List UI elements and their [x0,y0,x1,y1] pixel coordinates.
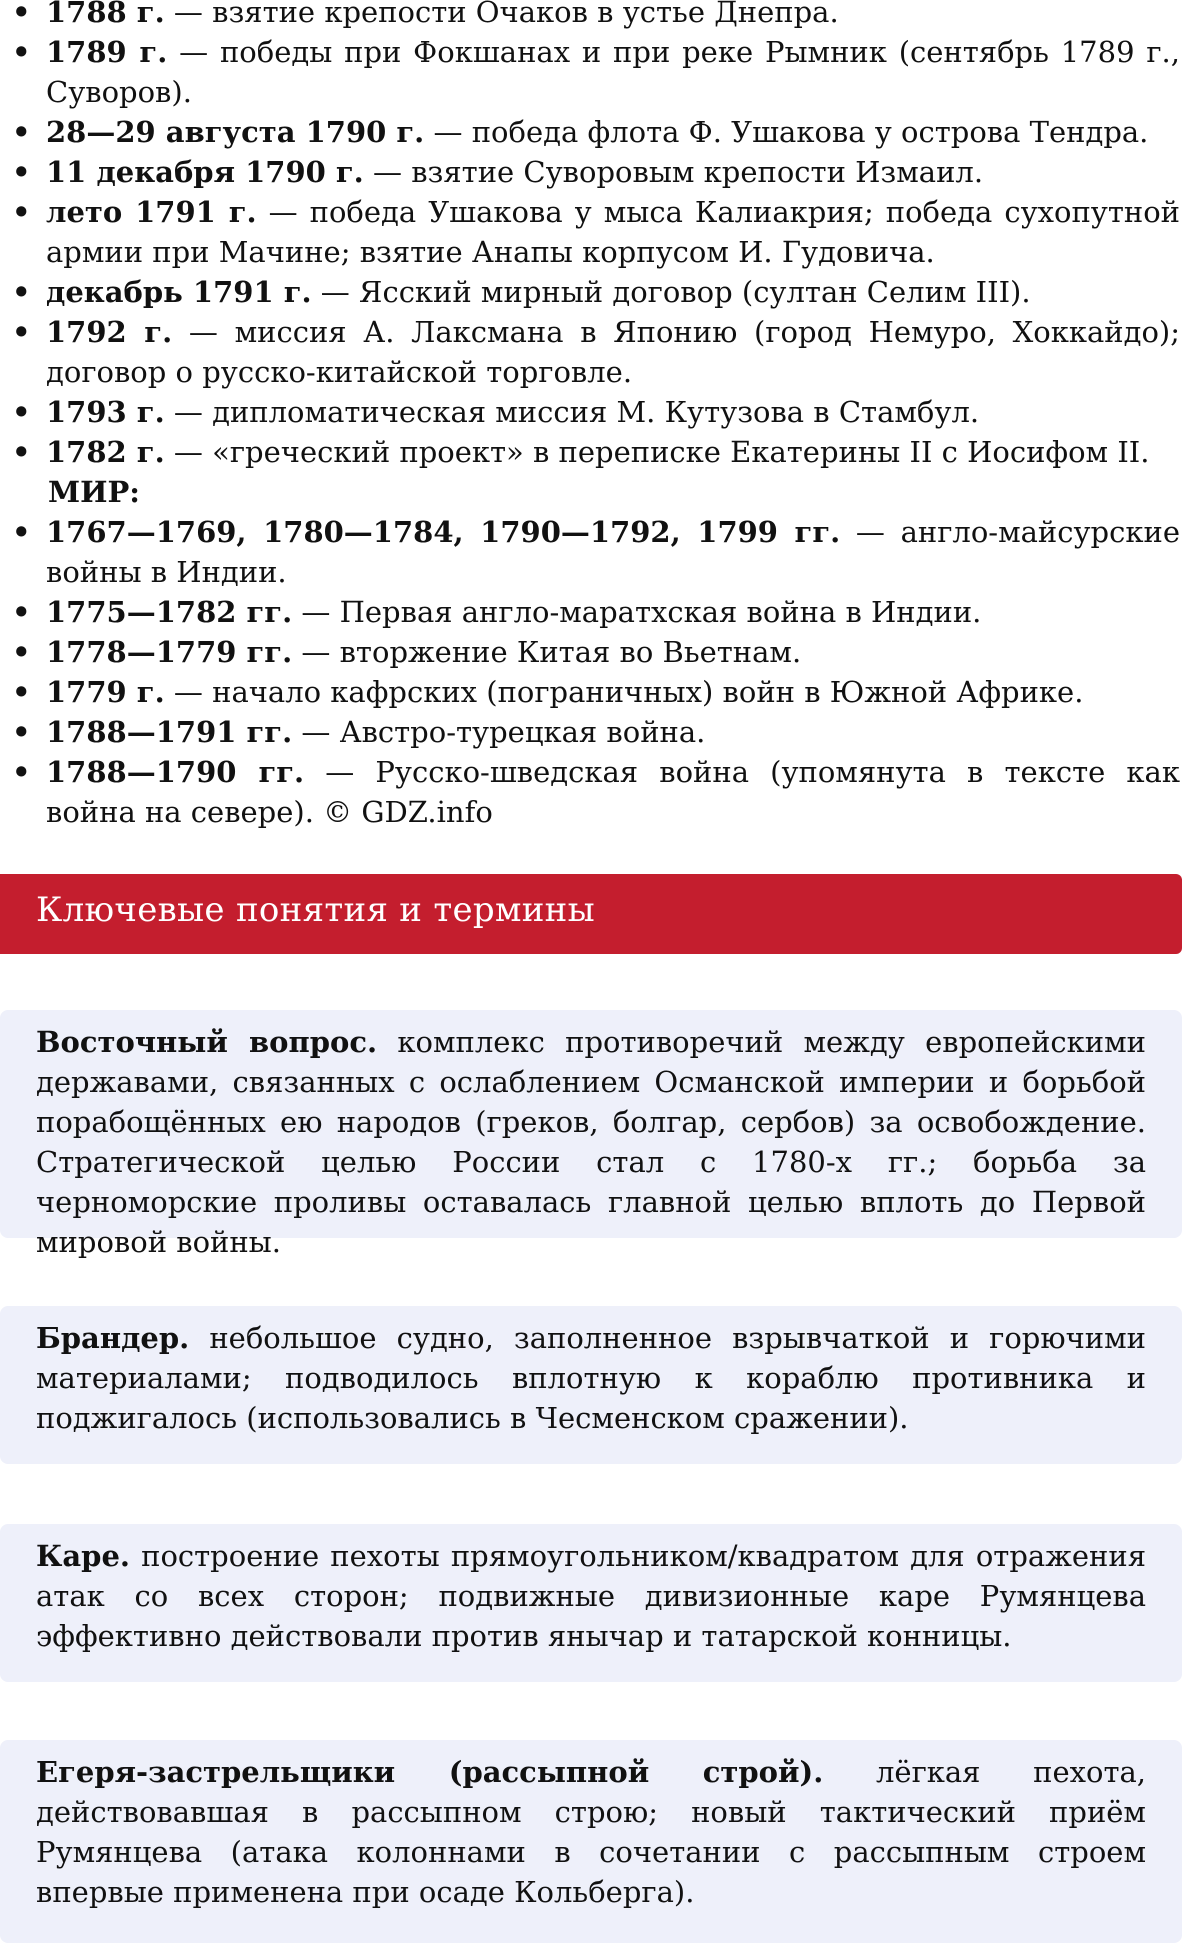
bullet: • [12,315,31,349]
list-item [12,632,1180,672]
list-item [12,752,1180,832]
term-name: Егеря-застрельщики (рассыпной строй). [36,1755,824,1789]
event-text: — взятие крепости Очаков в устье Днепра. [164,0,839,29]
bullet: • [12,35,31,69]
bullet: • [12,635,31,669]
term-card [0,1306,1182,1464]
event-date: 1782 г. [46,435,165,469]
event-text: — победа Ушакова у мыса Калиакрия; победа сухопутной армии при Мачине; взятие Анапы корпусом И. Гудовича. [46,195,1181,269]
event-date: 1779 г. [46,675,165,709]
event-text: — Австро-турецкая война. [292,715,706,749]
section-banner [0,874,1182,954]
term-card [0,1740,1182,1943]
list-item [12,272,1180,312]
event-date: декабрь 1791 г. [46,275,312,309]
event-text: — англо-майсурские войны в Индии. [46,515,1180,589]
term-paragraph [36,1536,1146,1656]
term-definition: лёгкая пехота, действовавшая в рассыпном строю; новый тактический приём Румянцева (атака колоннами в сочетании с рассыпным строем впервые применена при осаде Кольберга). [36,1755,1146,1909]
list-item [12,712,1180,752]
bullet: • [12,275,31,309]
event-date: 1788 г. [46,0,165,29]
event-text: — Первая англо-маратхская война в Индии. [292,595,982,629]
list-item [12,312,1180,392]
event-text: — Ясский мирный договор (султан Селим III). [311,275,1031,309]
bullet: • [12,435,31,469]
bullet: • [12,0,31,29]
list-item [12,0,1180,32]
bullet: • [12,715,31,749]
bullet: • [12,755,31,789]
event-date: 1778—1779 гг. [46,635,293,669]
list-item [12,192,1180,272]
list-item [12,592,1180,632]
term-paragraph [36,1752,1146,1912]
term-name: Каре. [36,1539,130,1573]
term-card [0,1010,1182,1259]
list-item [12,32,1180,112]
event-text: — вторжение Китая во Вьетнам. [292,635,802,669]
event-date: 1792 г. [46,315,173,349]
list-item [12,672,1180,712]
section-title: Ключевые понятия и термины [36,890,596,930]
event-text: — «греческий проект» в переписке Екатерины II с Иосифом II. [164,435,1150,469]
event-date: 1788—1791 гг. [46,715,293,749]
term-name: Восточный вопрос. [36,1025,378,1059]
bullet: • [12,595,31,629]
event-text: — начало кафрских (пограничных) войн в Южной Африке. [164,675,1084,709]
term-name: Брандер. [36,1321,190,1355]
term-definition: построение пехоты прямоугольником/квадратом для отражения атак со всех сторон; подвижные дивизионные каре Румянцева эффективно действовали против янычар и татарской конницы. [36,1539,1146,1653]
event-text: — взятие Суворовым крепости Измаил. [363,155,984,189]
bullet: • [12,515,31,549]
event-text: — победа флота Ф. Ушакова у острова Тендра. [424,115,1149,149]
world-heading: МИР: [48,475,141,509]
term-definition: небольшое судно, заполненное взрывчаткой и горючими материалами; подводилось вплотную к кораблю противника и поджигалось (использовались в Чесменском сражении). [36,1321,1146,1435]
event-date: 11 декабря 1790 г. [46,155,364,189]
list-item [12,512,1180,592]
term-paragraph [36,1318,1146,1438]
event-text: — победы при Фокшанах и при реке Рымник (сентябрь 1789 г., Суворов). [46,35,1180,109]
bullet: • [12,115,31,149]
event-text: — Русско-шведская война (упомянута в тексте как война на севере). © GDZ.info [46,755,1180,829]
event-date: 1767—1769, 1780—1784, 1790—1792, 1799 гг. [46,515,841,549]
term-definition: комплекс противоречий между европейскими державами, связанных с ослаблением Османской империи и борьбой порабощённых ею народов (греков, болгар, сербов) за освобождение. Стратегической целью России стал с 1780-х гг.; борьба за черноморские проливы оставалась главной целью вплоть до Первой мировой войны. [36,1025,1147,1259]
list-item [12,432,1180,472]
event-text: — дипломатическая миссия М. Кутузова в Стамбул. [164,395,980,429]
list-item [12,392,1180,432]
event-list [12,0,1180,832]
list-item [12,152,1180,192]
bullet: • [12,675,31,709]
event-date: 1775—1782 гг. [46,595,293,629]
event-text: — миссия А. Лаксмана в Японию (город Немуро, Хоккайдо); договор о русско-китайской торговле. [46,315,1180,389]
list-item [12,112,1180,152]
bullet: • [12,195,31,229]
event-date: 1789 г. [46,35,168,69]
event-date: 1793 г. [46,395,165,429]
term-paragraph [36,1022,1146,1262]
event-date: лето 1791 г. [46,195,257,229]
term-card [0,1524,1182,1682]
event-date: 1788—1790 гг. [46,755,305,789]
event-date: 28—29 августа 1790 г. [46,115,425,149]
bullet: • [12,395,31,429]
bullet: • [12,155,31,189]
